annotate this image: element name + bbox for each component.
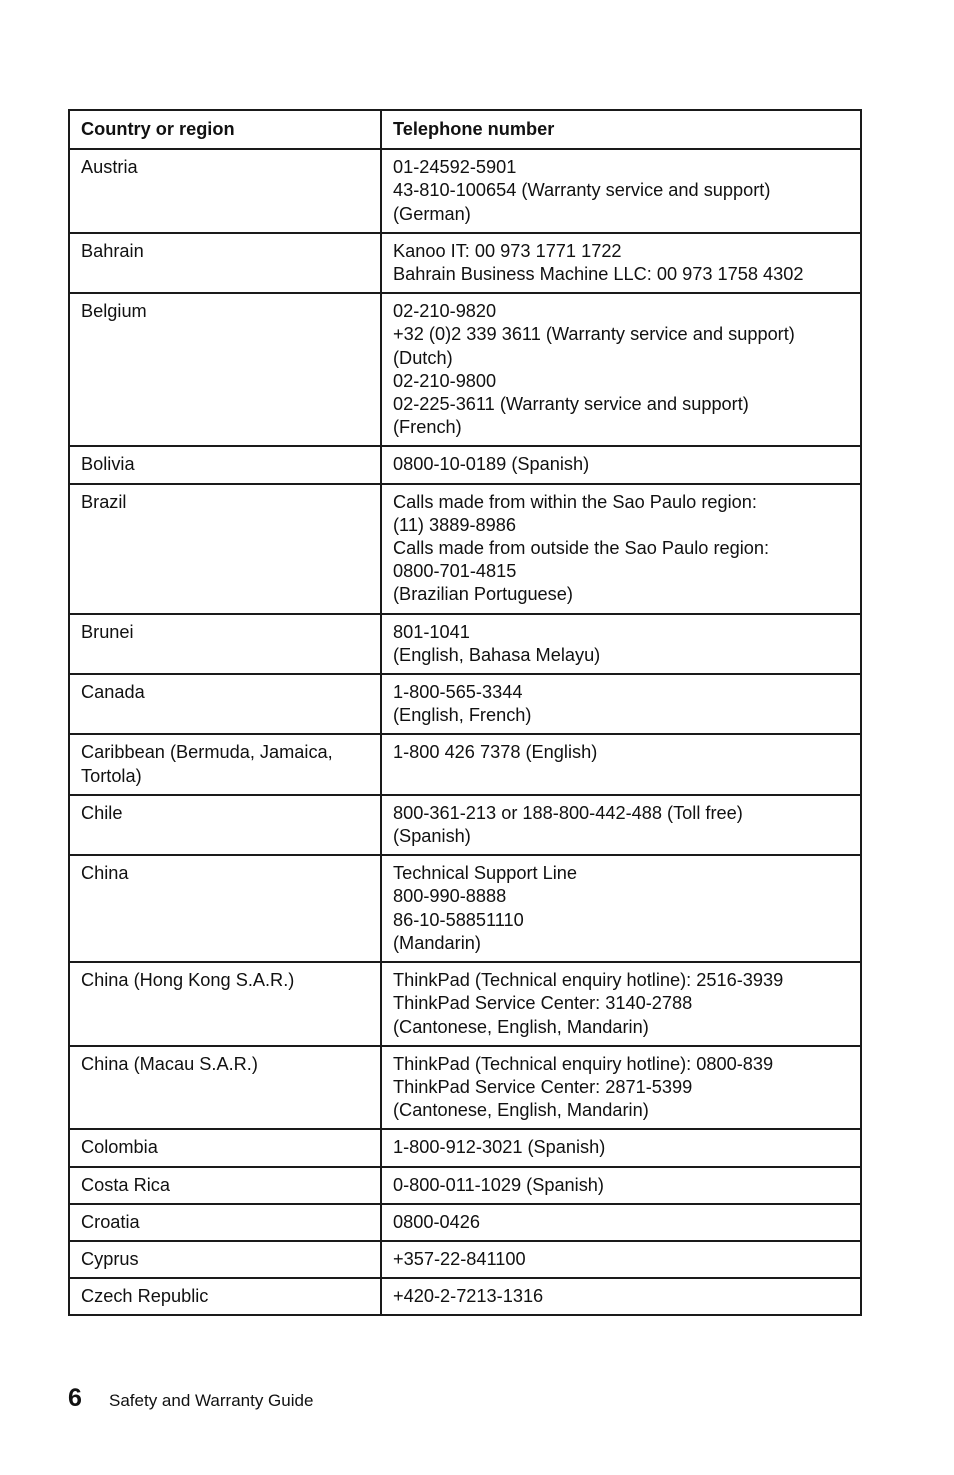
telephone-line: (Dutch) bbox=[393, 347, 453, 368]
table-row bbox=[69, 446, 861, 483]
telephone-cell bbox=[381, 149, 861, 233]
country-cell bbox=[69, 484, 381, 614]
country-name: Bolivia bbox=[81, 454, 135, 475]
table-row bbox=[69, 149, 861, 233]
country-name: Cyprus bbox=[81, 1248, 139, 1269]
country-cell bbox=[69, 674, 381, 734]
telephone-line: 801-1041 bbox=[393, 621, 470, 642]
country-cell bbox=[69, 233, 381, 293]
country-name: Croatia bbox=[81, 1211, 140, 1232]
country-cell bbox=[69, 1278, 381, 1315]
country-cell bbox=[69, 446, 381, 483]
telephone-line: +32 (0)2 339 3611 (Warranty service and support) bbox=[393, 324, 795, 345]
country-name: Austria bbox=[81, 157, 138, 178]
telephone-cell bbox=[381, 855, 861, 962]
telephone-line: Calls made from outside the Sao Paulo region: bbox=[393, 538, 770, 559]
telephone-line: 0800-10-0189 (Spanish) bbox=[393, 454, 590, 475]
telephone-cell bbox=[381, 1046, 861, 1130]
telephone-line: 0800-0426 bbox=[393, 1211, 480, 1232]
country-name: Colombia bbox=[81, 1137, 158, 1158]
telephone-line: (Mandarin) bbox=[393, 932, 481, 953]
country-name: China bbox=[81, 863, 129, 884]
telephone-cell bbox=[381, 795, 861, 855]
country-name: China (Hong Kong S.A.R.) bbox=[81, 970, 295, 991]
telephone-cell bbox=[381, 293, 861, 446]
telephone-cell bbox=[381, 1167, 861, 1204]
table-row bbox=[69, 484, 861, 614]
table-row bbox=[69, 674, 861, 734]
telephone-line: Calls made from within the Sao Paulo region: bbox=[393, 491, 757, 512]
country-cell bbox=[69, 1046, 381, 1130]
telephone-cell bbox=[381, 1129, 861, 1166]
table-row bbox=[69, 795, 861, 855]
table-row bbox=[69, 962, 861, 1046]
country-cell bbox=[69, 1241, 381, 1278]
country-cell bbox=[69, 1167, 381, 1204]
telephone-line: ThinkPad (Technical enquiry hotline): 2516-3939 bbox=[393, 970, 784, 991]
telephone-line: 02-210-9800 bbox=[393, 370, 497, 391]
telephone-cell bbox=[381, 233, 861, 293]
country-name: Caribbean (Bermuda, Jamaica, Tortola) bbox=[81, 742, 333, 786]
country-name: Chile bbox=[81, 802, 123, 823]
country-name: China (Macau S.A.R.) bbox=[81, 1053, 258, 1074]
telephone-line: +420-2-7213-1316 bbox=[393, 1286, 544, 1307]
document-title: Safety and Warranty Guide bbox=[109, 1391, 314, 1410]
telephone-cell bbox=[381, 674, 861, 734]
table-row bbox=[69, 233, 861, 293]
telephone-line: (Cantonese, English, Mandarin) bbox=[393, 1100, 649, 1121]
table-row bbox=[69, 1278, 861, 1315]
telephone-line: 1-800 426 7378 (English) bbox=[393, 742, 598, 763]
telephone-cell bbox=[381, 962, 861, 1046]
telephone-line: 800-990-8888 bbox=[393, 886, 507, 907]
table-row bbox=[69, 293, 861, 446]
telephone-line: +357-22-841100 bbox=[393, 1248, 526, 1269]
page-footer bbox=[68, 1384, 313, 1413]
telephone-line: (Brazilian Portuguese) bbox=[393, 584, 573, 605]
telephone-line: (Cantonese, English, Mandarin) bbox=[393, 1016, 649, 1037]
table-row bbox=[69, 1129, 861, 1166]
telephone-line: Technical Support Line bbox=[393, 863, 578, 884]
telephone-line: 0800-701-4815 bbox=[393, 561, 517, 582]
telephone-line: ThinkPad Service Center: 3140-2788 bbox=[393, 993, 693, 1014]
column-header-country: Country or region bbox=[69, 110, 381, 149]
country-cell bbox=[69, 795, 381, 855]
telephone-line: (English, French) bbox=[393, 705, 532, 726]
telephone-cell bbox=[381, 1204, 861, 1241]
country-cell bbox=[69, 1129, 381, 1166]
table-body bbox=[69, 149, 861, 1315]
telephone-line: (Spanish) bbox=[393, 826, 471, 847]
telephone-cell bbox=[381, 446, 861, 483]
telephone-line: 02-210-9820 bbox=[393, 301, 497, 322]
country-name: Canada bbox=[81, 682, 145, 703]
telephone-cell bbox=[381, 1241, 861, 1278]
table-row bbox=[69, 1241, 861, 1278]
country-cell bbox=[69, 293, 381, 446]
country-cell bbox=[69, 1204, 381, 1241]
telephone-line: 0-800-011-1029 (Spanish) bbox=[393, 1174, 604, 1195]
telephone-line: Bahrain Business Machine LLC: 00 973 1758 4302 bbox=[393, 264, 804, 285]
table-row bbox=[69, 855, 861, 962]
telephone-line: (French) bbox=[393, 417, 462, 438]
country-name: Bahrain bbox=[81, 240, 144, 261]
telephone-line: 1-800-565-3344 bbox=[393, 682, 523, 703]
country-name: Czech Republic bbox=[81, 1286, 209, 1307]
telephone-cell bbox=[381, 484, 861, 614]
telephone-line: 86-10-58851110 bbox=[393, 909, 524, 930]
table-row bbox=[69, 1167, 861, 1204]
telephone-line: (11) 3889-8986 bbox=[393, 514, 517, 535]
table-header-row bbox=[69, 110, 861, 149]
table-row bbox=[69, 734, 861, 794]
country-cell bbox=[69, 962, 381, 1046]
country-name: Brunei bbox=[81, 621, 134, 642]
country-name: Belgium bbox=[81, 301, 147, 322]
country-cell bbox=[69, 149, 381, 233]
telephone-cell bbox=[381, 614, 861, 674]
table-row bbox=[69, 1204, 861, 1241]
telephone-line: ThinkPad Service Center: 2871-5399 bbox=[393, 1076, 693, 1097]
telephone-line: 1-800-912-3021 (Spanish) bbox=[393, 1137, 606, 1158]
support-phone-table bbox=[68, 109, 862, 1316]
country-name: Costa Rica bbox=[81, 1174, 170, 1195]
telephone-line: (German) bbox=[393, 203, 471, 224]
country-cell bbox=[69, 614, 381, 674]
telephone-line: 01-24592-5901 bbox=[393, 157, 517, 178]
country-cell bbox=[69, 855, 381, 962]
table-row bbox=[69, 1046, 861, 1130]
country-cell bbox=[69, 734, 381, 794]
telephone-line: Kanoo IT: 00 973 1771 1722 bbox=[393, 240, 622, 261]
telephone-line: 02-225-3611 (Warranty service and support) bbox=[393, 394, 749, 415]
telephone-line: ThinkPad (Technical enquiry hotline): 0800-839 bbox=[393, 1053, 774, 1074]
table-row bbox=[69, 614, 861, 674]
country-name: Brazil bbox=[81, 491, 127, 512]
telephone-cell bbox=[381, 734, 861, 794]
telephone-line: (English, Bahasa Melayu) bbox=[393, 644, 601, 665]
telephone-line: 800-361-213 or 188-800-442-488 (Toll free) bbox=[393, 802, 743, 823]
page-number: 6 bbox=[68, 1384, 82, 1412]
telephone-cell bbox=[381, 1278, 861, 1315]
telephone-line: 43-810-100654 (Warranty service and support) bbox=[393, 180, 771, 201]
column-header-telephone: Telephone number bbox=[381, 110, 861, 149]
